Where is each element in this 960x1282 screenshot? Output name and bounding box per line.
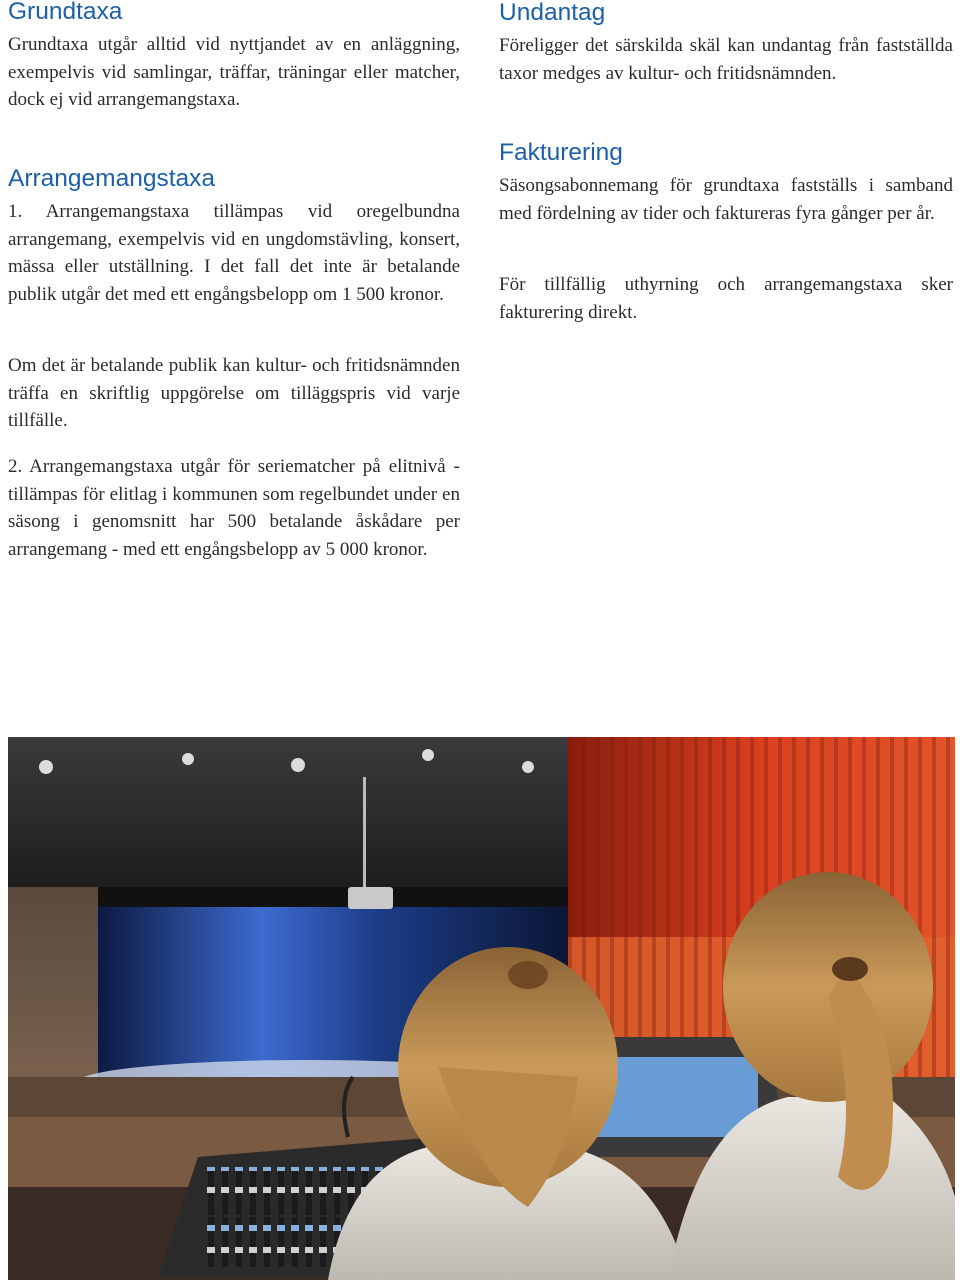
- paragraph-arrangemangstaxa-3: 2. Arrangemangstaxa utgår för seriematcher på elitnivå - tillämpas för elitlag i kommunen som regelbundet under en säsong i genomsnitt har 500 betalande åskådare per arrangemang - med ett engångsbelopp av 5 000 kronor.: [8, 456, 460, 560]
- heading-fakturering: Fakturering: [499, 139, 623, 166]
- heading-undantag: Undantag: [499, 0, 606, 26]
- paragraph-arrangemangstaxa-2: Om det är betalande publik kan kultur- och fritidsnämnden träffa en skriftlig uppgörelse om tilläggspris vid varje tillfälle.: [8, 355, 460, 431]
- paragraph-grundtaxa: Grundtaxa utgår alltid vid nyttjandet av en anläggning, exempelvis vid samlingar, träffar, träningar eller matcher, dock ej vid arrangemangstaxa.: [8, 34, 460, 110]
- theater-photo: [8, 737, 955, 1280]
- paragraph-arrangemangstaxa-1: 1. Arrangemangstaxa tillämpas vid oregelbundna arrangemang, exempelvis vid en ungdomstävling, konsert, mässa eller utställning. I det fall det inte är betalande publik utgår det med ett engångsbelopp om 1 500 kronor.: [8, 201, 460, 305]
- paragraph-fakturering-2: För tillfällig uthyrning och arrangemangstaxa sker fakturering direkt.: [499, 274, 953, 323]
- paragraph-fakturering-1: Säsongsabonnemang för grundtaxa fastställs i samband med fördelning av tider och faktureras fyra gånger per år.: [499, 175, 953, 224]
- heading-grundtaxa: Grundtaxa: [8, 0, 123, 25]
- paragraph-undantag: Föreligger det särskilda skäl kan undantag från fastställda taxor medges av kultur- och fritidsnämnden.: [499, 35, 953, 84]
- heading-arrangemangstaxa: Arrangemangstaxa: [8, 165, 216, 192]
